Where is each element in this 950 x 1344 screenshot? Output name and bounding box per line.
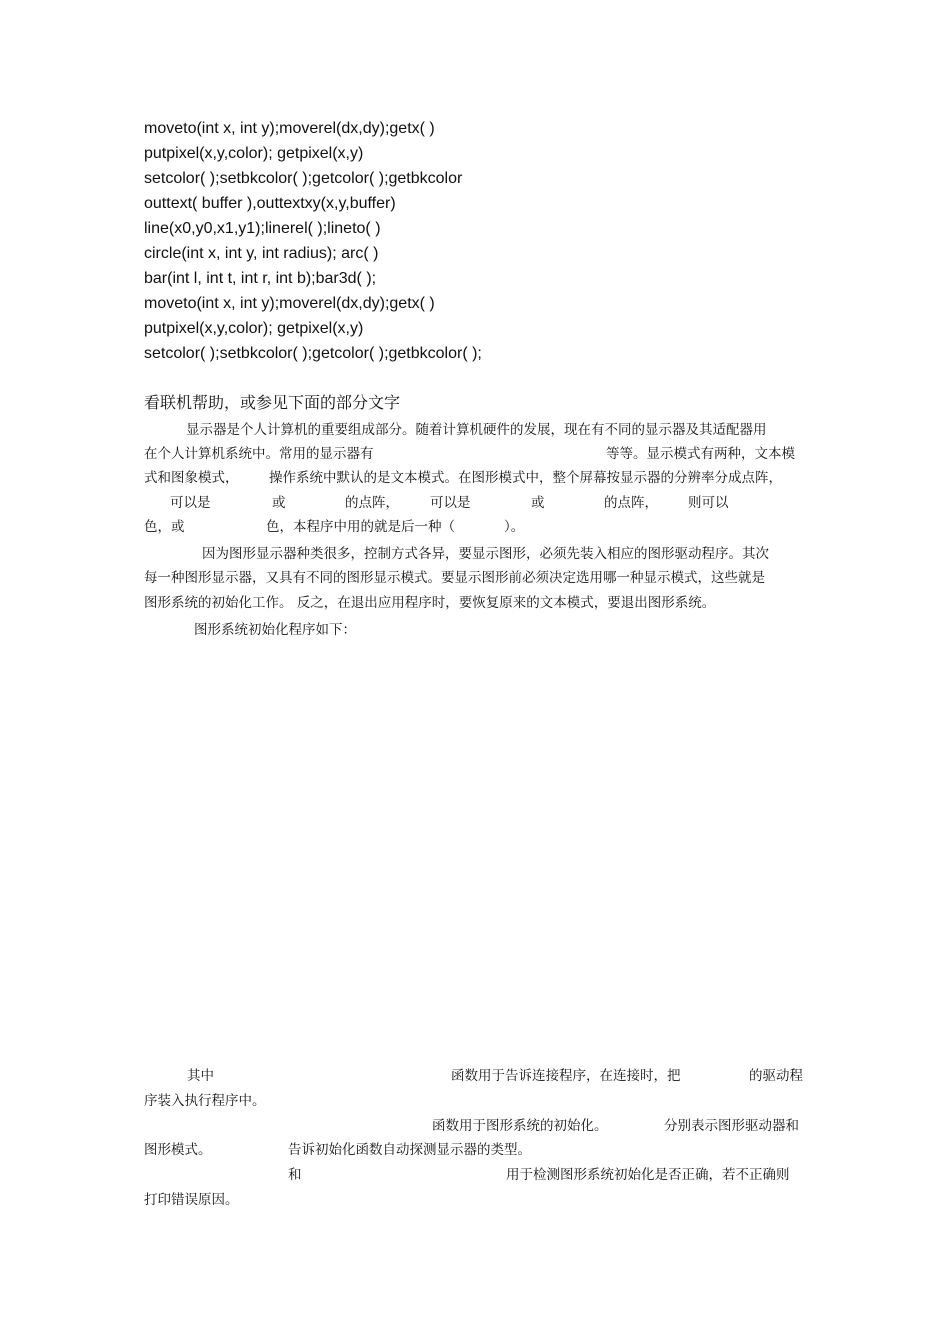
paragraph-1-line-5b: 色，本程序中用的就是后一种（ xyxy=(266,519,455,535)
paragraph-1-line-4g: 则可以 xyxy=(688,495,729,511)
paragraph-1-line-4e: 或 xyxy=(531,495,545,511)
paragraph-1-line-4c: 的点阵， xyxy=(345,495,399,511)
code-line: putpixel(x,y,color); getpixel(x,y) xyxy=(144,320,364,337)
paragraph-1-line-4f: 的点阵， xyxy=(604,495,658,511)
code-line: setcolor( );setbkcolor( );getcolor( );getbkcolor xyxy=(144,170,463,187)
code-line: putpixel(x,y,color); getpixel(x,y) xyxy=(144,145,364,162)
paragraph-1-line-5c: ）。 xyxy=(504,519,525,535)
paragraph-1-line-5a: 色，或 xyxy=(144,519,185,535)
paragraph-1-line-4a: 可以是 xyxy=(170,495,211,511)
paragraph-4-line-1a: 其中 xyxy=(187,1068,214,1084)
paragraph-4-line-1c: 的驱动程 xyxy=(749,1068,803,1084)
paragraph-4-line-4b: 告诉初始化函数自动探测显示器的类型。 xyxy=(288,1142,531,1158)
paragraph-1-line-3a: 式和图象模式， xyxy=(144,470,239,486)
paragraph-4-line-5a: 和 xyxy=(288,1167,302,1183)
paragraph-2-line-3: 图形系统的初始化工作。 反之，在退出应用程序时，要恢复原来的文本模式，要退出图形系统。 xyxy=(144,595,716,611)
paragraph-1-line-2b: 等等。显示模式有两种，文本模 xyxy=(606,446,795,462)
paragraph-1-line-4b: 或 xyxy=(272,495,286,511)
code-line: circle(int x, int y, int radius); arc( ) xyxy=(144,245,379,262)
paragraph-2-line-1: 因为图形显示器种类很多，控制方式各异，要显示图形，必须先装入相应的图形驱动程序。其次 xyxy=(202,546,769,562)
paragraph-4-line-3b: 分别表示图形驱动器和 xyxy=(664,1118,799,1134)
paragraph-4-line-5b: 用于检测图形系统初始化是否正确，若不正确则 xyxy=(506,1167,790,1183)
paragraph-1-line-1: 显示器是个人计算机的重要组成部分。随着计算机硬件的发展，现在有不同的显示器及其适配器用 xyxy=(186,422,767,438)
paragraph-4-line-4a: 图形模式。 xyxy=(144,1142,212,1158)
code-line: outtext( buffer ),outtextxy(x,y,buffer) xyxy=(144,195,396,212)
paragraph-3: 图形系统初始化程序如下： xyxy=(194,622,356,638)
paragraph-4-line-3a: 函数用于图形系统的初始化。 xyxy=(432,1118,608,1134)
paragraph-4-line-6: 打印错误原因。 xyxy=(144,1192,239,1208)
section-heading: 看联机帮助，或参见下面的部分文字 xyxy=(144,393,401,412)
paragraph-4-line-2: 序装入执行程序中。 xyxy=(144,1093,266,1109)
paragraph-2-line-2: 每一种图形显示器，又具有不同的图形显示模式。要显示图形前必须决定选用哪一种显示模式，这些就是 xyxy=(144,570,765,586)
code-line: line(x0,y0,x1,y1);linerel( );lineto( ) xyxy=(144,220,381,237)
paragraph-1-line-3b: 操作系统中默认的是文本模式。在图形模式中，整个屏幕按显示器的分辨率分成点阵， xyxy=(269,470,782,486)
code-line: setcolor( );setbkcolor( );getcolor( );getbkcolor( ); xyxy=(144,345,482,362)
paragraph-1-line-4d: 可以是 xyxy=(430,495,471,511)
code-line: moveto(int x, int y);moverel(dx,dy);getx( ) xyxy=(144,120,435,137)
code-block xyxy=(144,116,482,366)
paragraph-1-line-2a: 在个人计算机系统中。常用的显示器有 xyxy=(144,446,374,462)
paragraph-4-line-1b: 函数用于告诉连接程序，在连接时，把 xyxy=(451,1068,681,1084)
code-line: moveto(int x, int y);moverel(dx,dy);getx( ) xyxy=(144,295,435,312)
code-line: bar(int l, int t, int r, int b);bar3d( ); xyxy=(144,270,377,287)
